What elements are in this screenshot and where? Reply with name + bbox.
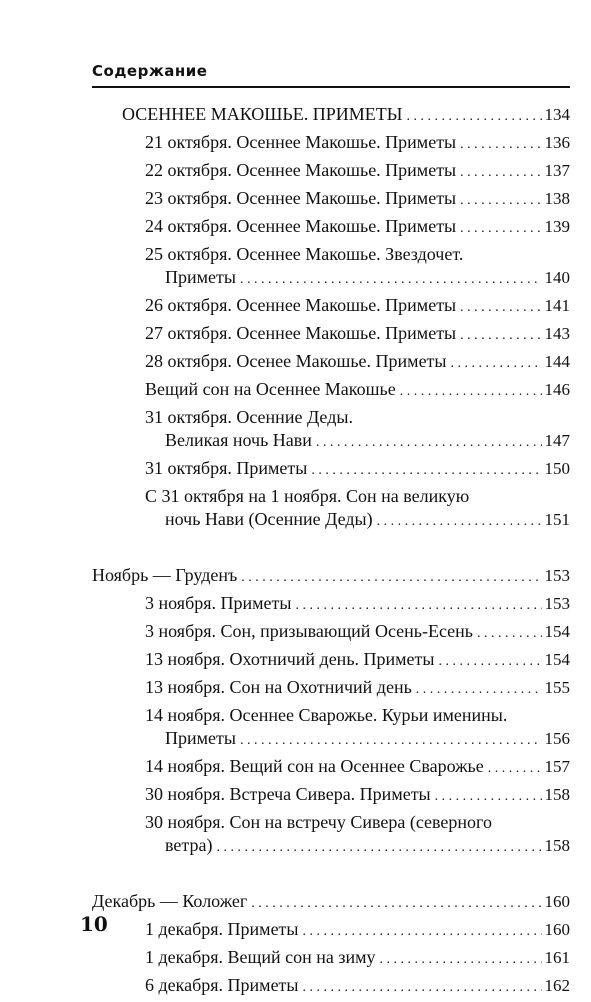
toc-entry-row: [145, 215, 570, 240]
toc-entry-title: 13 ноября. Охотничий день. Приметы: [145, 649, 435, 669]
dot-leader: [303, 920, 542, 943]
dot-leader: [240, 268, 542, 291]
dot-leader: [377, 510, 542, 533]
toc-entry-row: [145, 974, 570, 999]
toc-entry-title: 3 ноября. Приметы: [145, 593, 292, 613]
toc-entry-title: ночь Нави (Осенние Деды): [165, 509, 373, 529]
toc-entry[interactable]: [92, 187, 570, 212]
toc-entry-page: 137: [544, 161, 570, 180]
toc-entry-page: 143: [544, 324, 570, 343]
dot-leader: [400, 380, 542, 403]
dot-leader: [460, 161, 541, 184]
dot-leader: [240, 729, 542, 752]
toc-entry-title-line: 25 октября. Осеннее Макошье. Звездочет.: [145, 244, 464, 264]
toc-entry-page: 156: [544, 729, 570, 748]
toc-entry[interactable]: [92, 159, 570, 184]
toc-entry-page: 153: [544, 594, 570, 613]
dot-leader: [295, 594, 541, 617]
toc-entry-row: [145, 508, 570, 533]
toc-entry[interactable]: [92, 322, 570, 347]
header-rule: [92, 86, 570, 88]
dot-leader: [460, 324, 541, 347]
toc-entry[interactable]: [92, 350, 570, 375]
toc-entry-title-line: С 31 октября на 1 ноября. Сон на великую: [145, 486, 470, 506]
toc-entry[interactable]: [92, 103, 570, 128]
toc-entry-page: 160: [544, 920, 570, 939]
toc-entry-title: Вещий сон на Осеннее Макошье: [145, 379, 396, 399]
toc-entry-title: 23 октября. Осеннее Макошье. Приметы: [145, 188, 457, 208]
toc-entry-title: 27 октября. Осеннее Макошье. Приметы: [145, 323, 457, 343]
toc-entry-row: [145, 648, 570, 673]
toc-entry-page: 144: [544, 352, 570, 371]
toc-entry-row: [145, 457, 570, 482]
dot-leader: [316, 431, 542, 454]
toc-entry-page: 140: [544, 268, 570, 287]
toc-entry-row: [92, 890, 570, 915]
toc-entry-row: [145, 676, 570, 701]
toc-entry-page: 155: [544, 678, 570, 697]
toc-entry-row: [145, 946, 570, 971]
toc-entry-row: [145, 429, 570, 454]
toc-entry-page: 157: [544, 757, 570, 776]
dot-leader: [439, 650, 542, 673]
toc-entry[interactable]: [92, 676, 570, 701]
toc-entry-page: 147: [544, 431, 570, 450]
toc-entry[interactable]: [92, 755, 570, 780]
toc-entry-row: [145, 187, 570, 212]
dot-leader: [406, 105, 541, 128]
toc-entry[interactable]: [92, 131, 570, 156]
toc-entry-title-line: 30 ноября. Сон на встречу Сивера (северного: [145, 812, 492, 832]
dot-leader: [460, 189, 541, 212]
toc-entry-title: ОСЕННЕЕ МАКОШЬЕ. ПРИМЕТЫ: [122, 104, 403, 124]
toc-entry-title: 1 декабря. Приметы: [145, 919, 299, 939]
toc-entry-page: 153: [544, 566, 570, 585]
toc-entry-row: [145, 294, 570, 319]
toc-entry-row: [145, 918, 570, 943]
toc-entry-title: 31 октября. Приметы: [145, 458, 308, 478]
toc-entry[interactable]: [92, 564, 570, 589]
dot-leader: [216, 836, 541, 859]
toc-entry-title: 22 октября. Осеннее Макошье. Приметы: [145, 160, 457, 180]
toc-entry-title: 13 ноября. Сон на Охотничий день: [145, 677, 412, 697]
toc-entry[interactable]: [92, 243, 570, 291]
toc-entry-title: Великая ночь Нави: [165, 430, 312, 450]
toc-entry-page: 150: [544, 459, 570, 478]
toc-entry-title: 14 ноября. Вещий сон на Осеннее Сварожье: [145, 756, 484, 776]
toc-entry-title: ветра): [165, 835, 213, 855]
dot-leader: [460, 217, 541, 240]
section-gap: [92, 862, 570, 890]
toc-entry[interactable]: [92, 974, 570, 999]
toc-entry-page: 161: [544, 948, 570, 967]
dot-leader: [251, 892, 541, 915]
toc-entry-title: Приметы: [165, 728, 236, 748]
toc-entry-page: 139: [544, 217, 570, 236]
dot-leader: [460, 296, 541, 319]
toc-entry-title: 21 октября. Осеннее Макошье. Приметы: [145, 132, 457, 152]
toc-entry-row: [145, 266, 570, 291]
page-number: 10: [80, 912, 108, 936]
toc-entry-row: [145, 834, 570, 859]
dot-leader: [311, 459, 541, 482]
toc-entry[interactable]: [92, 918, 570, 943]
toc-entry-page: 160: [544, 892, 570, 911]
toc-entry[interactable]: [92, 946, 570, 971]
toc-entry-title: 3 ноября. Сон, призывающий Осень-Есень: [145, 621, 474, 641]
toc-entry-page: 151: [544, 510, 570, 529]
table-of-contents: [92, 103, 570, 1002]
toc-entry-title: Декабрь — Коложег: [92, 891, 248, 911]
dot-leader: [460, 133, 541, 156]
section-gap: [92, 536, 570, 564]
toc-entry-page: 138: [544, 189, 570, 208]
toc-entry-row: [145, 322, 570, 347]
toc-entry-row: [145, 159, 570, 184]
toc-entry[interactable]: [92, 620, 570, 645]
running-header: Содержание: [92, 62, 208, 80]
toc-entry-title: 26 октября. Осеннее Макошье. Приметы: [145, 295, 457, 315]
toc-entry-title: 24 октября. Осеннее Макошье. Приметы: [145, 216, 457, 236]
toc-entry-row: [145, 592, 570, 617]
toc-entry-title: Приметы: [165, 267, 236, 287]
toc-entry-row: [145, 350, 570, 375]
toc-entry[interactable]: [92, 704, 570, 752]
toc-entry[interactable]: [92, 294, 570, 319]
toc-entry-title: 6 декабря. Приметы: [145, 975, 299, 995]
toc-entry[interactable]: [92, 485, 570, 533]
toc-entry[interactable]: [92, 783, 570, 808]
dot-leader: [435, 785, 542, 808]
toc-entry[interactable]: [92, 215, 570, 240]
toc-entry-title: 28 октября. Осенее Макошье. Приметы: [145, 351, 447, 371]
toc-entry-row: [145, 755, 570, 780]
toc-entry-title-line: 31 октября. Осенние Деды.: [145, 407, 353, 427]
toc-entry[interactable]: [92, 648, 570, 673]
dot-leader: [477, 622, 541, 645]
toc-entry[interactable]: [92, 457, 570, 482]
toc-entry-page: 158: [544, 836, 570, 855]
toc-entry-title: Ноябрь — Груденъ: [92, 565, 238, 585]
toc-entry-title-line: 14 ноября. Осеннее Сварожье. Курьи именины.: [145, 705, 508, 725]
dot-leader: [416, 678, 542, 701]
toc-entry-page: 154: [544, 622, 570, 641]
toc-entry-page: 136: [544, 133, 570, 152]
toc-entry-title: 30 ноября. Встреча Сивера. Приметы: [145, 784, 431, 804]
toc-entry[interactable]: [92, 406, 570, 454]
toc-entry[interactable]: [92, 592, 570, 617]
toc-entry-row: [145, 620, 570, 645]
dot-leader: [303, 976, 542, 999]
toc-entry-page: 154: [544, 650, 570, 669]
toc-entry[interactable]: [92, 890, 570, 915]
toc-entry-page: 158: [544, 785, 570, 804]
toc-entry-row: [122, 103, 570, 128]
toc-entry[interactable]: [92, 811, 570, 859]
toc-entry-row: [145, 378, 570, 403]
dot-leader: [380, 948, 542, 971]
toc-entry-row: [145, 131, 570, 156]
toc-entry-page: 134: [544, 105, 570, 124]
toc-entry[interactable]: [92, 378, 570, 403]
dot-leader: [241, 566, 541, 589]
toc-entry-row: [145, 783, 570, 808]
toc-entry-page: 146: [544, 380, 570, 399]
dot-leader: [488, 757, 542, 780]
toc-entry-row: [92, 564, 570, 589]
toc-entry-title: 1 декабря. Вещий сон на зиму: [145, 947, 376, 967]
toc-entry-row: [145, 727, 570, 752]
toc-entry-page: 141: [544, 296, 570, 315]
toc-entry-page: 162: [544, 976, 570, 995]
dot-leader: [451, 352, 542, 375]
